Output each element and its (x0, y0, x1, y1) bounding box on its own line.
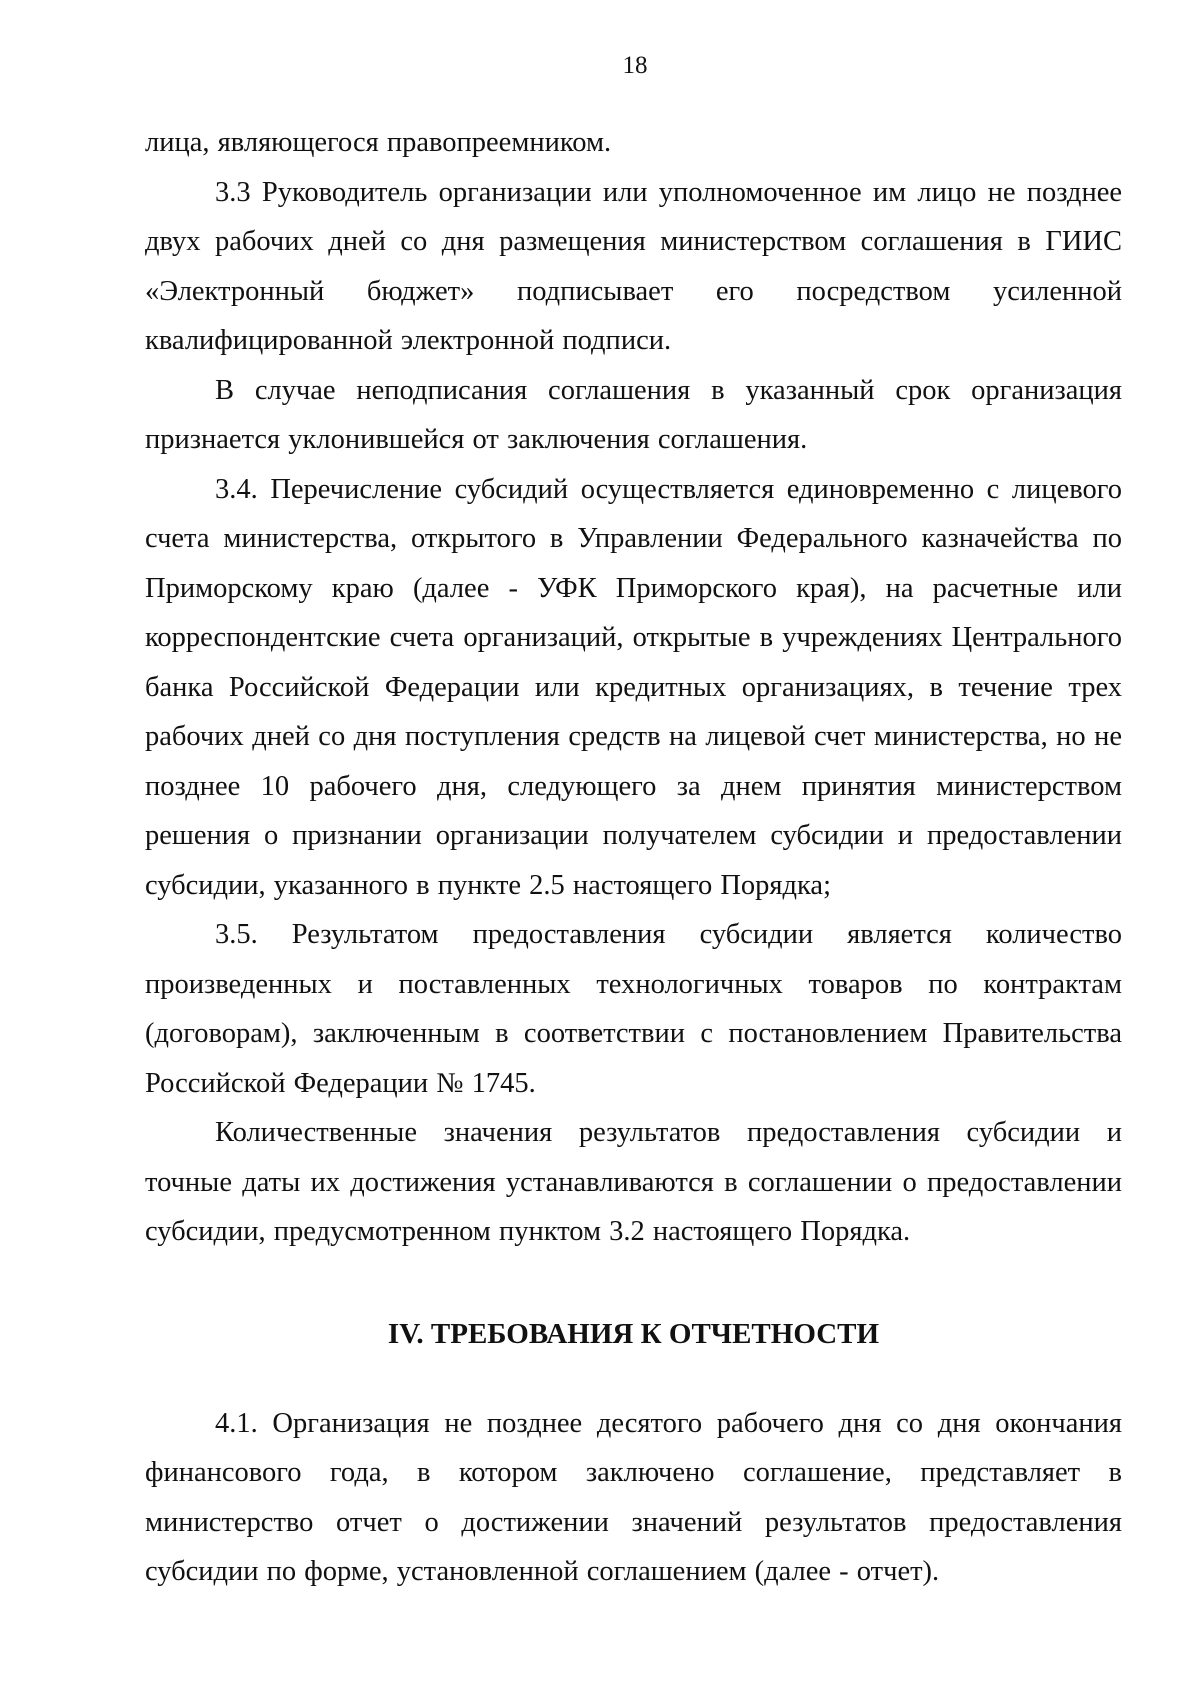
page-number: 18 (622, 52, 648, 79)
paragraph-3-3: 3.3 Руководитель организации или уполномоченное им лицо не позднее двух рабочих дней со дня размещения министерством соглашения в ГИИС «Электронный бюджет» подписывает его посредством усиленной квалифицированной электронной подписи. (145, 176, 1122, 356)
paragraph-non-signing: В случае неподписания соглашения в указанный срок организация признается уклонившейся от заключения соглашения. (145, 374, 1122, 455)
paragraph-3-5: 3.5. Результатом предоставления субсидии является количество произведенных и поставленных технологичных товаров по контрактам (договорам), заключенным в соответствии с постановлением Правительства Российской Федерации № 1745. (145, 919, 1122, 1099)
section-heading: IV. ТРЕБОВАНИЯ К ОТЧЕТНОСТИ (387, 1317, 880, 1350)
paragraph-quantitative-values: Количественные значения результатов предоставления субсидии и точные даты их достижения устанавливаются в соглашении о предоставлении субсидии, предусмотренном пунктом 3.2 настоящего Порядка. (145, 1117, 1122, 1247)
paragraph-4-1: 4.1. Организация не позднее десятого рабочего дня со дня окончания финансового года, в котором заключено соглашение, представляет в министерство отчет о достижении значений результатов предоставления субсидии по форме, установленной соглашением (далее - отчет). (145, 1407, 1122, 1587)
paragraph-3-4: 3.4. Перечисление субсидий осуществляется единовременно с лицевого счета министерства, открытого в Управлении Федерального казначейства по Приморскому краю (далее - УФК Приморского края), на расчетные или корреспондентские счета организаций, открытые в учреждениях Центрального банка Российской Федерации или кредитных организациях, в течение трех рабочих дней со дня поступления средств на лицевой счет министерства, но не позднее 10 рабочего дня, следующего за днем принятия министерством решения о признании организации получателем субсидии и предоставлении субсидии, указанного в пункте 2.5 настоящего Порядка; (145, 473, 1122, 901)
paragraph-continuation: лица, являющегося правопреемником. (145, 127, 612, 158)
document-body (145, 118, 1122, 1597)
